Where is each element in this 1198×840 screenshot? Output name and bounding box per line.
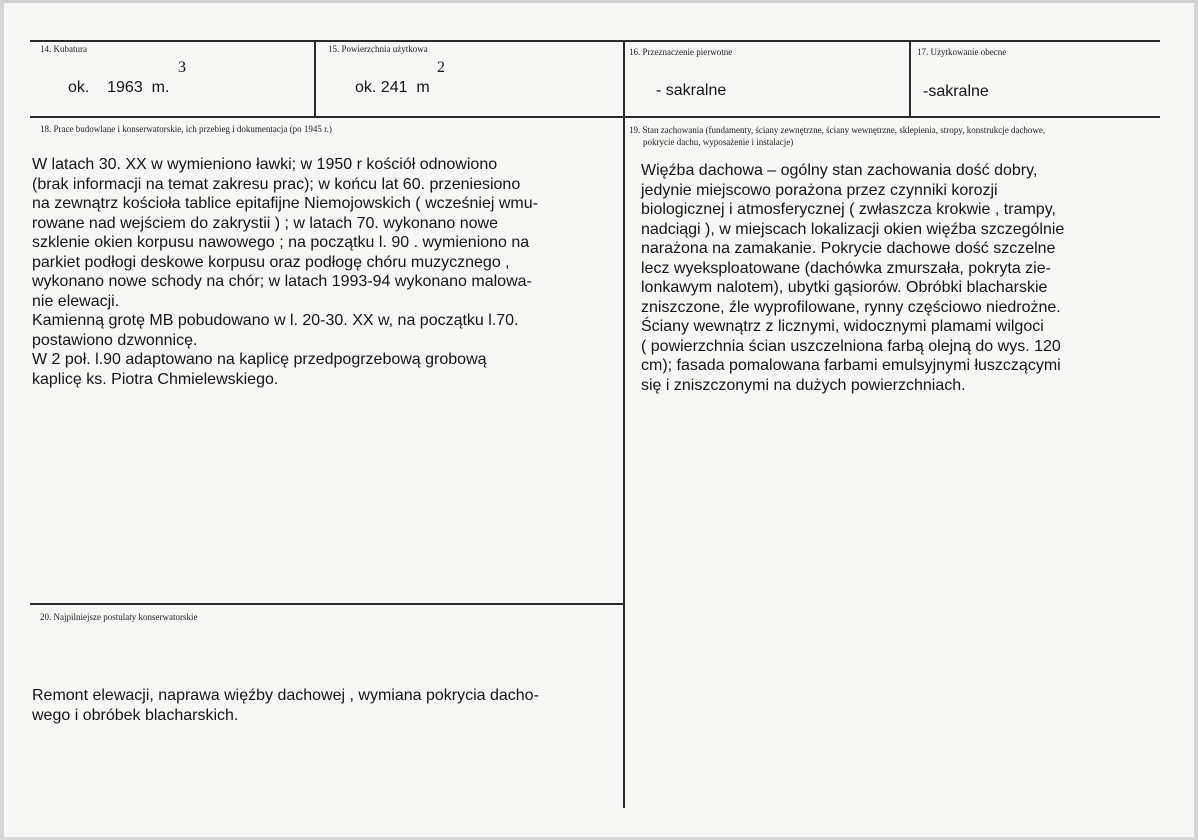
text-line: parkiet podłogi deskowe korpusu oraz podłogę chóru muzycznego , — [32, 253, 510, 271]
uzytkowanie-label: 17. Użytkowanie obecne — [917, 47, 1007, 57]
powierzchnia-label: 15. Powierzchnia użytkowa — [328, 44, 428, 54]
text-line: biologicznej i atmosferycznej ( zwłaszcza krokwie , trampy, — [641, 201, 1056, 218]
text-line: nie elewacji. — [32, 292, 120, 310]
kubatura-label: 14. Kubatura — [40, 44, 87, 54]
text-line: szklenie okien korpusu nawowego ; na początku l. 90 . wymieniono na — [32, 234, 530, 251]
text-line: Ściany wewnątrz z licznymi, widocznymi plamami wilgoci — [641, 318, 1044, 335]
text-line: Kamienną grotę MB pobudowano w l. 20-30. XX w, na początku l.70. — [32, 312, 519, 329]
text-line: (brak informacji na temat zakresu prac); w końcu lat 60. przeniesiono — [32, 175, 521, 193]
divider-14-15 — [314, 40, 316, 116]
przeznaczenie-value: - sakralne — [656, 82, 727, 99]
text-line: W latach 30. XX w wymieniono ławki; w 1950 r kościół odnowiono — [32, 156, 498, 173]
powierzchnia-unit-exponent: 2 — [437, 59, 445, 76]
text-line: lonkawym nalotem), ubytki gąsiorów. Obróbki blacharskie — [641, 279, 1048, 296]
stan-zachowania-label-line2: pokrycie dachu, wyposażenie i instalacje) — [643, 137, 794, 147]
row-divider — [30, 116, 1160, 118]
text-line: na zewnątrz kościoła tablice epitafijne Niemojowskich ( wcześniej wmu- — [32, 195, 538, 212]
powierzchnia-value: ok. 241 m — [355, 79, 430, 96]
uzytkowanie-value: -sakralne — [923, 83, 989, 100]
kubatura-unit-exponent: 3 — [178, 59, 186, 76]
text-line: jedynie miejscowo porażona przez czynniki korozji — [641, 181, 998, 199]
divider-15-16 — [623, 40, 625, 808]
text-line: narażona na zamakanie. Pokrycie dachowe dość szczelne — [641, 240, 1056, 257]
text-line: się i zniszczonymi na dużych powierzchniach. — [641, 376, 966, 394]
text-line: zniszczone, źle wyprofilowane, rynny częściowo niedrożne. — [641, 298, 1061, 316]
text-line: W 2 poł. l.90 adaptowano na kaplicę przedpogrzebową grobową — [32, 351, 487, 368]
text-line: kaplicę ks. Piotra Chmielewskiego. — [32, 370, 279, 388]
postulaty-text — [32, 686, 617, 725]
prace-budowlane-label: 18. Prace budowlane i konserwatorskie, ich przebieg i dokumentacja (po 1945 r.) — [40, 124, 332, 134]
przeznaczenie-label: 16. Przeznaczenie pierwotne — [629, 47, 733, 57]
postulaty-label: 20. Najpilniejsze postulaty konserwatorskie — [40, 612, 198, 622]
text-line: Remont elewacji, naprawa więźby dachowej , wymiana pokrycia dacho- — [32, 687, 539, 704]
text-line: Więźba dachowa – ogólny stan zachowania dość dobry, — [641, 162, 1038, 179]
stan-zachowania-label — [629, 124, 1149, 148]
divider-16-17 — [909, 40, 911, 116]
top-rule — [30, 40, 1160, 42]
text-line: nadciągi ), w miejscach lokalizacji okien więźba szczególnie — [641, 220, 1065, 238]
stan-zachowania-text — [641, 161, 1141, 395]
text-line: rowane nad wejściem do zakrystii ) ; w latach 70. wykonano nowe — [32, 214, 498, 232]
text-line: ( powierzchnia ścian uszczelniona farbą olejną do wys. 120 — [641, 337, 1061, 355]
prace-budowlane-text — [32, 155, 617, 389]
text-line: lecz wyeksploatowane (dachówka zmurszała, pokryta zie- — [641, 259, 1051, 277]
divider-18-20 — [30, 603, 624, 605]
text-line: wykonano nowe schody na chór; w latach 1993-94 wykonano malowa- — [32, 273, 532, 290]
text-line: postawiono dzwonnicę. — [32, 331, 198, 349]
text-line: wego i obróbek blacharskich. — [32, 706, 239, 724]
text-line: cm); fasada pomalowana farbami emulsyjnymi łuszczącymi — [641, 357, 1061, 374]
kubatura-value: ok. 1963 m. — [68, 79, 170, 96]
stan-zachowania-label-line1: 19. Stan zachowania (fundamenty, ściany zewnętrzne, ściany wewnętrzne, sklepienia, stropy, konstrukcje dachowe, — [629, 125, 1046, 135]
